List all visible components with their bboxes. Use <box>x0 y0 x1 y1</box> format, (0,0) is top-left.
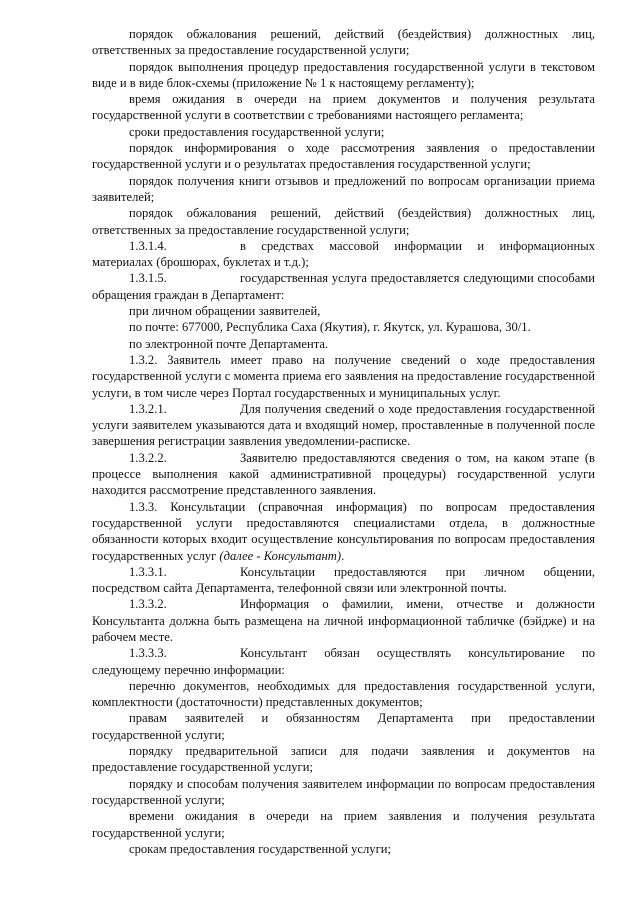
paragraph-text: Консультант обязан осуществлять консультирование по следующему перечню информации: <box>92 646 595 677</box>
paragraph: по почте: 677000, Республика Саха (Якутия), г. Якутск, ул. Курашова, 30/1. <box>129 320 531 335</box>
clause-number: 1.3.1.4. <box>129 238 167 253</box>
paragraph: порядок обжалования решений, действий (бездействия) должностных лиц, ответственных за предоставление государственной услуги; <box>92 27 595 58</box>
paragraph: порядок получения книги отзывов и предложений по вопросам организации приема заявителей; <box>92 173 595 204</box>
numbered-paragraph <box>92 596 595 645</box>
clause-number: 1.3.3.3. <box>129 646 167 661</box>
paragraph: порядку предварительной записи для подачи заявления и документов на предоставление государственной услуги; <box>92 744 595 775</box>
paragraph: сроки предоставления государственной услуги; <box>129 124 385 139</box>
numbered-paragraph <box>92 564 595 597</box>
paragraph-tail: . <box>341 548 345 563</box>
numbered-paragraph <box>92 450 595 499</box>
paragraph: при личном обращении заявителей, <box>129 304 321 319</box>
paragraph: времени ожидания в очереди на прием заявления и получения результата государственной услуги; <box>92 809 595 840</box>
paragraph: порядок информирования о ходе рассмотрения заявления о предоставлении государственной услуги и о результатах предоставления государственной услуги; <box>92 141 595 172</box>
paragraph-text: 1.3.3. Консультации (справочная информация) по вопросам предоставления государственной услуги предоставляются специалистами отдела, в должностные обязанности которых входит осуществление консультирования по вопросам предоставления государственных услуг <box>92 499 595 563</box>
paragraph: порядку и способам получения заявителем информации по вопросам предоставления государственной услуги; <box>92 776 595 807</box>
paragraph-text: Для получения сведений о ходе предоставления государственной услуги заявителем указываются дата и входящий номер, проставленные в полученной после завершения регистрации заявления уведомлении-расписке. <box>92 401 595 449</box>
paragraph-text: Информация о фамилии, имени, отчестве и должности Консультанта должна быть размещена на личной информационной табличке (бэйдже) и на рабочем месте. <box>92 597 595 644</box>
numbered-paragraph <box>92 238 595 271</box>
paragraph: по электронной почте Департамента. <box>129 336 329 351</box>
clause-number: 1.3.2.1. <box>129 401 167 416</box>
paragraph: правам заявителей и обязанностям Департамента при предоставлении государственной услуги; <box>92 711 595 742</box>
clause-number: 1.3.3.1. <box>129 564 167 579</box>
paragraph: порядок обжалования решений, действий (бездействия) должностных лиц, ответственных за предоставление государственной услуги; <box>92 206 595 237</box>
clause-number: 1.3.3.2. <box>129 597 167 612</box>
italic-note: (далее - Консультант) <box>219 548 342 563</box>
numbered-paragraph <box>92 645 595 678</box>
numbered-paragraph <box>92 270 595 303</box>
paragraph-text: Заявителю предоставляются сведения о том, на каком этапе (в процессе выполнения какой административной процедуры) государственной услуги находится рассмотрение представленного заявления. <box>92 450 595 498</box>
paragraph-text: в средствах массовой информации и информационных материалах (брошюрах, буклетах и т.д.); <box>92 238 595 270</box>
paragraph-text: Консультации предоставляются при личном общении, посредством сайта Департамента, телефонной связи или электронной почты. <box>92 564 595 596</box>
paragraph-text: государственная услуга предоставляется следующими способами обращения граждан в Департамент: <box>92 271 595 302</box>
paragraph <box>92 499 595 564</box>
paragraph: перечню документов, необходимых для предоставления государственной услуги, комплектности (достаточности) представленных документов; <box>92 678 595 710</box>
clause-number: 1.3.1.5. <box>129 271 167 286</box>
numbered-paragraph <box>92 401 595 450</box>
paragraph: время ожидания в очереди на прием документов и получения результата государственной услуги в соответствии с требованиями настоящего регламента; <box>92 92 595 123</box>
paragraph: срокам предоставления государственной услуги; <box>129 841 391 856</box>
paragraph: порядок выполнения процедур предоставления государственной услуги в текстовом виде и в виде блок-схемы (приложение № 1 к настоящему регламенту); <box>92 59 595 90</box>
paragraph: 1.3.2. Заявитель имеет право на получение сведений о ходе предоставления государственной услуги с момента приема его заявления на предоставление государственной услуги, в том числе через Портал государственных и муниципальных услуг. <box>92 352 595 400</box>
clause-number: 1.3.2.2. <box>129 450 167 465</box>
